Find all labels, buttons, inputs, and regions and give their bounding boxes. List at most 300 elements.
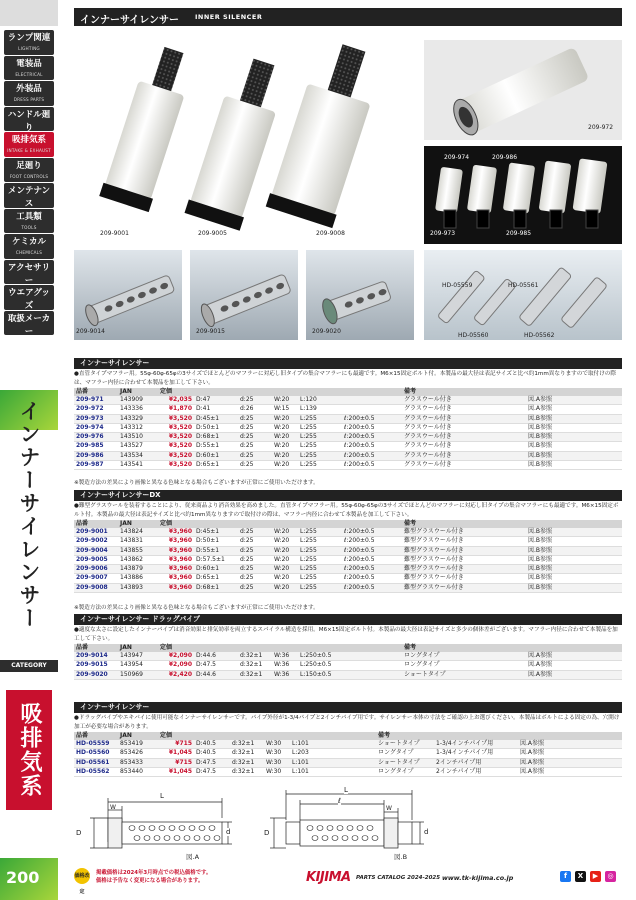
spec-cell: ロングタイプ xyxy=(402,652,526,661)
part-number: HD-05562 xyxy=(74,767,118,776)
spec-cell: d:25 xyxy=(238,555,272,564)
table-header-cell: 品番 xyxy=(74,644,118,652)
section-title: インナーサイレンサー xyxy=(74,702,622,713)
spec-cell: 図.A参照 xyxy=(526,670,622,679)
table-row xyxy=(74,652,622,661)
spec-cell: ℓ:200±0.5 xyxy=(342,537,402,546)
table-row xyxy=(74,423,622,432)
sidebar-item[interactable] xyxy=(4,311,54,336)
spec-cell: W:36 xyxy=(272,652,298,661)
spec-cell: D:68±1 xyxy=(194,583,238,592)
spec-cell: d:25 xyxy=(238,574,272,583)
table-header-cell xyxy=(272,388,298,396)
table-header-cell xyxy=(264,732,290,740)
spec-cell: d:32±1 xyxy=(230,749,264,758)
sidebar-item-sublabel: FOOT CONTROLS xyxy=(9,173,49,179)
spec-cell xyxy=(342,405,402,414)
jan-code: 143862 xyxy=(118,555,158,564)
spec-cell: W:20 xyxy=(272,442,298,451)
sidebar-item-label: 電装品 xyxy=(16,58,42,69)
photo-label: HD-05561 xyxy=(508,282,539,289)
spec-cell: W:20 xyxy=(272,574,298,583)
spec-cell: L:203 xyxy=(290,749,330,758)
spec-cell: ロングタイプ xyxy=(376,749,434,758)
spec-cell: L:255 xyxy=(298,433,342,442)
spec-cell: ロングタイプ xyxy=(402,661,526,670)
spec-cell xyxy=(330,758,376,767)
spec-cell: 難型グラスウール付き xyxy=(402,565,526,574)
spec-cell: 難型グラスウール付き xyxy=(402,574,526,583)
part-number: 209-9006 xyxy=(74,565,118,574)
footer-note xyxy=(96,869,296,885)
spec-cell: d:25 xyxy=(238,423,272,432)
x-icon[interactable]: X xyxy=(575,871,586,882)
jan-code: 853433 xyxy=(118,758,158,767)
spec-table xyxy=(74,732,622,777)
spec-cell: ロングタイプ xyxy=(376,767,434,776)
spec-cell: W:36 xyxy=(272,670,298,679)
price: ¥2,035 xyxy=(158,396,194,405)
photo-209-9015 xyxy=(190,250,298,340)
table-header-cell xyxy=(298,388,342,396)
spec-cell: W:30 xyxy=(264,749,290,758)
table-header-cell xyxy=(298,644,342,652)
spec-cell: 難型グラスウール付き xyxy=(402,546,526,555)
price: ¥715 xyxy=(158,758,194,767)
spec-cell: W:20 xyxy=(272,565,298,574)
photo-label: 209-9015 xyxy=(196,328,225,335)
spec-cell: W:20 xyxy=(272,461,298,470)
sidebar-item[interactable] xyxy=(4,81,54,106)
spec-cell: d:25 xyxy=(238,414,272,423)
spec-cell: W:20 xyxy=(272,583,298,592)
table-header-cell xyxy=(238,520,272,528)
jan-code: 143954 xyxy=(118,661,158,670)
table-header-cell xyxy=(518,732,622,740)
spec-cell: ショートタイプ xyxy=(376,758,434,767)
spec-cell: L:150±0.5 xyxy=(298,670,342,679)
price: ¥3,960 xyxy=(158,565,194,574)
part-number: 209-9004 xyxy=(74,546,118,555)
spec-cell: L:255 xyxy=(298,537,342,546)
spec-cell: 図.B参照 xyxy=(526,528,622,537)
table-header-cell xyxy=(194,520,238,528)
sidebar-item[interactable] xyxy=(4,234,54,259)
price: ¥715 xyxy=(158,740,194,749)
spec-cell: D:41 xyxy=(194,405,238,414)
spec-cell xyxy=(330,740,376,749)
table-row xyxy=(74,749,622,758)
sidebar-nav xyxy=(4,30,54,336)
spec-cell: グラスウール付き xyxy=(402,405,526,414)
category-label: CATEGORY xyxy=(0,660,58,672)
sidebar-item[interactable] xyxy=(4,260,54,285)
photo-label: 209-974 xyxy=(444,154,470,161)
table-row xyxy=(74,405,622,414)
spec-cell: L:120 xyxy=(298,396,342,405)
spec-cell: D:47.5 xyxy=(194,767,230,776)
spec-cell: W:20 xyxy=(272,423,298,432)
part-number: 209-974 xyxy=(74,423,118,432)
spec-cell xyxy=(342,396,402,405)
page-title: インナーサイレンサー xyxy=(80,15,180,26)
table-header-cell xyxy=(194,732,230,740)
part-number: 209-9020 xyxy=(74,670,118,679)
jan-code: 853440 xyxy=(118,767,158,776)
dim-label-D: D xyxy=(76,829,82,837)
drag-pipe-illustration xyxy=(74,250,182,340)
table-header-cell: 定価 xyxy=(158,732,194,740)
spec-cell: ℓ:200±0.5 xyxy=(342,423,402,432)
part-number: 209-9001 xyxy=(74,528,118,537)
spec-cell: d:25 xyxy=(238,396,272,405)
spec-cell: ℓ:200±0.5 xyxy=(342,546,402,555)
price: ¥2,420 xyxy=(158,670,194,679)
table-header-cell: 備考 xyxy=(402,388,526,396)
spec-cell: W:20 xyxy=(272,537,298,546)
spec-cell: 図.A参照 xyxy=(526,652,622,661)
spec-cell: グラスウール付き xyxy=(402,414,526,423)
spec-cell: 難型グラスウール付き xyxy=(402,528,526,537)
part-number: 209-972 xyxy=(74,405,118,414)
diagram-b-drawing xyxy=(264,786,434,862)
part-number: 209-9015 xyxy=(74,661,118,670)
part-number: 209-987 xyxy=(74,461,118,470)
spec-cell: D:65±1 xyxy=(194,574,238,583)
spec-cell: L:255 xyxy=(298,528,342,537)
spec-cell: L:255 xyxy=(298,565,342,574)
jan-code: 143329 xyxy=(118,414,158,423)
sidebar xyxy=(0,0,58,900)
photo-label: 209-9014 xyxy=(76,328,105,335)
table-header-cell xyxy=(272,520,298,528)
spec-cell: 図.B参照 xyxy=(526,433,622,442)
spec-cell: L:255 xyxy=(298,583,342,592)
spec-cell: ショートタイプ xyxy=(402,670,526,679)
spec-cell: 難型グラスウール付き xyxy=(402,555,526,564)
price: ¥3,520 xyxy=(158,433,194,442)
section-title: インナーサイレンサー ドラッグパイプ xyxy=(74,614,622,625)
spec-cell: 1-3/4インチパイプ用 xyxy=(434,740,518,749)
jan-code: 143893 xyxy=(118,583,158,592)
part-number: 209-971 xyxy=(74,396,118,405)
instagram-icon[interactable]: ◎ xyxy=(605,871,616,882)
photo-label: 209-986 xyxy=(492,154,518,161)
footer-note-line: 掲載価格は2024年3月時点での税込価格です。 xyxy=(96,870,212,876)
spec-cell: 2インチパイプ用 xyxy=(434,758,518,767)
sidebar-item[interactable] xyxy=(4,285,54,310)
spec-cell: ℓ:200±0.5 xyxy=(342,583,402,592)
table-header-cell xyxy=(342,520,402,528)
table-row xyxy=(74,442,622,451)
sidebar-item-label: ハンドル廻り xyxy=(7,109,51,131)
spec-cell: ℓ:200±0.5 xyxy=(342,528,402,537)
jan-code: 143824 xyxy=(118,528,158,537)
photo-label: HD-05560 xyxy=(458,332,489,339)
spec-cell: 図.A参照 xyxy=(518,767,622,776)
facebook-icon[interactable]: f xyxy=(560,871,571,882)
spec-cell: D:60±1 xyxy=(194,451,238,460)
part-number: 209-976 xyxy=(74,433,118,442)
photo-label: HD-05559 xyxy=(442,282,473,289)
spec-cell: D:50±1 xyxy=(194,537,238,546)
part-number: HD-05561 xyxy=(74,758,118,767)
spec-cell: D:47.5 xyxy=(194,661,238,670)
spec-cell: d:32±1 xyxy=(230,740,264,749)
price: ¥3,960 xyxy=(158,528,194,537)
spec-cell: L:250±0.5 xyxy=(298,652,342,661)
dim-label-L: L xyxy=(344,786,348,794)
table-header-cell xyxy=(526,520,622,528)
hd-silencer-illustration xyxy=(424,250,622,340)
spec-cell: W:30 xyxy=(264,740,290,749)
jan-code: 143527 xyxy=(118,442,158,451)
spec-cell: ℓ:200±0.5 xyxy=(342,574,402,583)
spec-cell: d:32±1 xyxy=(238,661,272,670)
spec-cell: d:32±1 xyxy=(238,670,272,679)
sidebar-item-label: ウエアグッズ xyxy=(8,288,50,310)
diagram-a-drawing xyxy=(74,786,234,862)
website-url[interactable]: www.tk-kijima.co.jp xyxy=(442,874,514,882)
table-row xyxy=(74,758,622,767)
spec-cell: L:255 xyxy=(298,546,342,555)
price: ¥3,960 xyxy=(158,583,194,592)
spec-cell: W:30 xyxy=(264,767,290,776)
table-row xyxy=(74,433,622,442)
table-header-cell xyxy=(194,644,238,652)
jan-code: 143312 xyxy=(118,423,158,432)
photo-label: 209-972 xyxy=(588,124,614,131)
spec-cell: 図.B参照 xyxy=(526,555,622,564)
table-header-cell: 備考 xyxy=(402,644,526,652)
spec-cell: 図.B参照 xyxy=(526,461,622,470)
section-title: インナーサイレンサーDX xyxy=(74,490,622,501)
photo-label: 209-9008 xyxy=(316,230,345,237)
table-row xyxy=(74,528,622,537)
photo-label: 209-9001 xyxy=(100,230,129,237)
photo-dx-silencers xyxy=(74,32,414,244)
spec-cell: d:25 xyxy=(238,442,272,451)
spec-table xyxy=(74,388,622,470)
sidebar-item-label: 外装品 xyxy=(16,84,42,94)
photo-label: 209-985 xyxy=(506,230,532,237)
part-number: 209-9008 xyxy=(74,583,118,592)
spec-cell: D:55±1 xyxy=(194,442,238,451)
table-header-cell: 品番 xyxy=(74,388,118,396)
spec-cell: 図.B参照 xyxy=(526,546,622,555)
spec-cell: D:44.6 xyxy=(194,652,238,661)
table-row xyxy=(74,574,622,583)
table-row xyxy=(74,555,622,564)
spec-cell: L:101 xyxy=(290,740,330,749)
spec-cell: d:25 xyxy=(238,528,272,537)
table-row xyxy=(74,583,622,592)
table-header-cell xyxy=(526,644,622,652)
table-header-cell: 品番 xyxy=(74,520,118,528)
table-header-row xyxy=(74,388,622,396)
spec-cell: L:255 xyxy=(298,555,342,564)
jan-code: 143855 xyxy=(118,546,158,555)
spec-cell: L:255 xyxy=(298,461,342,470)
table-row xyxy=(74,565,622,574)
spec-cell xyxy=(342,652,402,661)
sidebar-item[interactable] xyxy=(4,56,54,81)
price: ¥3,960 xyxy=(158,546,194,555)
part-number: 209-9002 xyxy=(74,537,118,546)
spec-cell: 図.B参照 xyxy=(526,451,622,460)
table-header-cell xyxy=(230,732,264,740)
section-note: ※製造方法の差異により画像と異なる色味となる場合もございますが正常にご使用いただけます。 xyxy=(74,480,319,486)
photo-hd-silencers xyxy=(424,250,622,340)
table-header-cell: 備考 xyxy=(402,520,526,528)
spec-cell: 2インチパイプ用 xyxy=(434,767,518,776)
sidebar-item-label: 吸排気系 xyxy=(11,135,46,145)
spec-cell: D:40.5 xyxy=(194,749,230,758)
page-subtitle: INNER SILENCER xyxy=(195,13,263,21)
spec-cell: D:57.5±1 xyxy=(194,555,238,564)
spec-cell: 図.A参照 xyxy=(526,396,622,405)
sidebar-item-sublabel: TOOLS xyxy=(21,224,37,230)
jan-code: 150969 xyxy=(118,670,158,679)
table-row xyxy=(74,740,622,749)
table-header-cell: 備考 xyxy=(376,732,434,740)
spec-cell: グラスウール付き xyxy=(402,396,526,405)
section-description: ●適度な太さに設定したインナーパイプは消音効果と排気効率を両立するスパイラル構造を採用。M6×15固定ボルト付。本製品の最大径は表記サイズと多少の個体差がございます。マフラー内径に合わせて本製品を加工して下さい。 xyxy=(74,627,618,642)
photo-209-9014 xyxy=(74,250,182,340)
spec-cell: 図.A参照 xyxy=(518,749,622,758)
sidebar-item[interactable] xyxy=(4,30,54,55)
table-row xyxy=(74,461,622,470)
photo-label: 209-973 xyxy=(430,230,456,237)
table-header-cell: 品番 xyxy=(74,732,118,740)
spec-cell: 図.B参照 xyxy=(526,442,622,451)
spec-cell: D:44.6 xyxy=(194,670,238,679)
dim-label-d: d xyxy=(424,828,429,836)
sidebar-item-sublabel: INTAKE & EXHAUST xyxy=(7,148,51,153)
sidebar-item-label: ケミカル xyxy=(11,237,46,247)
part-number: HD-05560 xyxy=(74,749,118,758)
table-row xyxy=(74,661,622,670)
spec-cell: ℓ:200±0.5 xyxy=(342,442,402,451)
spec-cell: ℓ:200±0.5 xyxy=(342,555,402,564)
sidebar-item-label: メンテナンス xyxy=(7,186,51,208)
spec-cell: 図.A参照 xyxy=(526,405,622,414)
spec-cell: ショートタイプ xyxy=(376,740,434,749)
spec-cell: グラスウール付き xyxy=(402,451,526,460)
part-number: 209-9005 xyxy=(74,555,118,564)
spec-cell: 図.B参照 xyxy=(526,414,622,423)
photo-label: 209-9020 xyxy=(312,328,341,335)
sidebar-item[interactable] xyxy=(4,209,54,234)
price: ¥2,090 xyxy=(158,661,194,670)
jan-code: 143336 xyxy=(118,405,158,414)
spec-cell: D:47 xyxy=(194,396,238,405)
table-row xyxy=(74,396,622,405)
spec-cell: D:50±1 xyxy=(194,423,238,432)
spec-cell: D:40.5 xyxy=(194,740,230,749)
table-header-cell xyxy=(238,388,272,396)
photo-label: 209-9005 xyxy=(198,230,227,237)
part-number: 209-973 xyxy=(74,414,118,423)
spec-cell: 図.A参照 xyxy=(518,740,622,749)
spec-cell xyxy=(342,670,402,679)
youtube-icon[interactable]: ▶ xyxy=(590,871,601,882)
sidebar-item-label: 足廻り xyxy=(16,160,42,171)
spec-cell: 難型グラスウール付き xyxy=(402,537,526,546)
price: ¥3,520 xyxy=(158,423,194,432)
spec-cell: W:20 xyxy=(272,414,298,423)
sidebar-item[interactable] xyxy=(4,183,54,208)
price: ¥3,520 xyxy=(158,451,194,460)
spec-cell: L:255 xyxy=(298,423,342,432)
part-number: 209-986 xyxy=(74,451,118,460)
sidebar-item[interactable] xyxy=(4,107,54,132)
spec-cell: D:47.5 xyxy=(194,758,230,767)
sidebar-item[interactable] xyxy=(4,132,54,157)
table-row xyxy=(74,670,622,679)
sidebar-item-label: アクセサリー xyxy=(7,262,51,284)
spec-cell: W:20 xyxy=(272,555,298,564)
table-header-cell: JAN xyxy=(118,644,158,652)
table-header-cell xyxy=(342,388,402,396)
spec-cell: ℓ:200±0.5 xyxy=(342,451,402,460)
table-header-cell xyxy=(526,388,622,396)
spec-cell: d:25 xyxy=(238,537,272,546)
spec-cell: d:25 xyxy=(238,583,272,592)
price: ¥3,520 xyxy=(158,414,194,423)
spec-cell: 図.A参照 xyxy=(518,758,622,767)
spec-cell: d:32±1 xyxy=(238,652,272,661)
spec-cell: L:255 xyxy=(298,414,342,423)
part-number: 209-985 xyxy=(74,442,118,451)
table-header-cell: JAN xyxy=(118,388,158,396)
table-header-cell xyxy=(272,644,298,652)
spec-cell: W:15 xyxy=(272,405,298,414)
spec-cell: 図.B参照 xyxy=(526,537,622,546)
spec-table xyxy=(74,644,622,680)
sidebar-item[interactable] xyxy=(4,158,54,183)
sidebar-item-sublabel: ELECTRICAL xyxy=(15,71,43,77)
spec-cell: D:68±1 xyxy=(194,433,238,442)
spec-cell: L:255 xyxy=(298,451,342,460)
jan-code: 143541 xyxy=(118,461,158,470)
table-header-cell xyxy=(330,732,376,740)
diagram-caption: 図.B xyxy=(394,853,408,861)
spec-cell: 1-3/4インチパイプ用 xyxy=(434,749,518,758)
sidebar-item-label: 取扱メーカー xyxy=(7,313,51,335)
table-row xyxy=(74,414,622,423)
price: ¥3,520 xyxy=(158,461,194,470)
catalog-label: PARTS CATALOG 2024-2025 xyxy=(356,875,441,881)
jan-code: 853419 xyxy=(118,740,158,749)
spec-cell: L:255 xyxy=(298,442,342,451)
spec-cell xyxy=(330,767,376,776)
spec-cell: d:32±1 xyxy=(230,767,264,776)
table-row xyxy=(74,767,622,776)
silencer-dx-illustration xyxy=(74,32,414,244)
part-number: 209-9014 xyxy=(74,652,118,661)
dim-label-D: D xyxy=(264,829,270,837)
table-header-cell: 定価 xyxy=(158,388,194,396)
spec-cell: d:25 xyxy=(238,461,272,470)
spec-cell: L:250±0.5 xyxy=(298,661,342,670)
spec-cell: D:60±1 xyxy=(194,565,238,574)
spec-cell xyxy=(342,661,402,670)
sidebar-item-sublabel: DRESS PARTS xyxy=(13,97,45,102)
section-title: インナーサイレンサー xyxy=(74,358,622,369)
sidebar-item-sublabel: LIGHTING xyxy=(18,46,40,51)
jan-code: 143879 xyxy=(118,565,158,574)
